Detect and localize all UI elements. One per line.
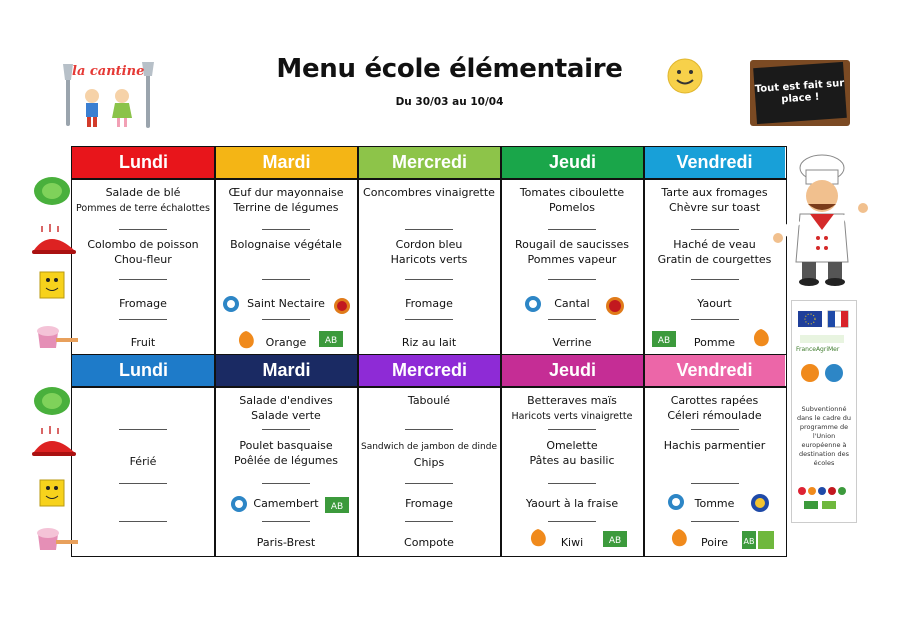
local-produce-icon xyxy=(527,527,549,551)
fromage-line: Cantal xyxy=(554,297,590,310)
dessert-line: Orange xyxy=(265,336,307,349)
week-1-table xyxy=(71,146,787,355)
smiley-icon xyxy=(666,57,704,95)
header-jeudi: Jeudi xyxy=(501,355,644,386)
aop-label-icon xyxy=(333,297,351,319)
dessert-line: Verrine xyxy=(552,336,592,349)
entree-line: Salade d'endives Salade verte xyxy=(239,394,333,422)
cloche-dish-icon xyxy=(30,224,82,258)
header-vendredi: Vendredi xyxy=(644,147,785,178)
svg-text:AB: AB xyxy=(324,336,338,346)
header-lundi: Lundi xyxy=(72,147,215,178)
organic-ab-icon xyxy=(652,331,676,351)
local-produce-icon xyxy=(750,327,772,351)
franceagrimer-logo: FranceAgriMer xyxy=(796,346,840,353)
entree-line: Œuf dur mayonnaise Terrine de légumes xyxy=(228,186,344,214)
chalkboard-sign xyxy=(750,60,850,126)
local-farm-icon xyxy=(221,295,241,317)
dessert-line: Riz au lait xyxy=(401,336,457,349)
svg-text:AB: AB xyxy=(657,336,671,346)
plat-line: Hachis parmentier xyxy=(663,439,766,452)
eu-funding-panel xyxy=(791,300,857,523)
fromage-line: Camembert xyxy=(253,497,319,510)
dessert-icon xyxy=(30,320,82,354)
aop-label-icon xyxy=(605,296,625,320)
header-lundi: Lundi xyxy=(72,355,215,386)
plat-line: Férié xyxy=(129,455,157,468)
local-produce-icon xyxy=(235,329,257,353)
fromage-line: Yaourt à la fraise xyxy=(525,497,619,510)
header-mercredi: Mercredi xyxy=(358,147,501,178)
day-column xyxy=(644,387,785,556)
header-mardi: Mardi xyxy=(215,147,358,178)
igp-label-icon xyxy=(750,493,770,517)
dessert-line: Poire xyxy=(700,536,729,549)
dessert-line: Pomme xyxy=(693,336,736,349)
day-column xyxy=(644,179,785,354)
plat-line: Poulet basquaise Poêlée de légumes xyxy=(233,439,339,467)
dessert-line: Compote xyxy=(404,536,454,549)
logo-text: la cantine xyxy=(72,64,145,79)
fromage-line: Fromage xyxy=(405,497,453,510)
chalkboard-text: Tout est fait sur place ! xyxy=(753,62,847,124)
fromage-line: Saint Nectaire xyxy=(247,297,325,310)
local-farm-icon xyxy=(523,295,543,317)
svg-text:AB: AB xyxy=(330,502,344,512)
plat-line: Rougail de saucisses Pommes vapeur xyxy=(515,238,629,266)
eu-funding-text: Subventionné dans le cadre du programme de l'Union européenne à destination des écoles xyxy=(796,405,852,467)
entree-line: Taboulé xyxy=(407,394,451,407)
header-vendredi: Vendredi xyxy=(644,355,785,386)
fromage-line: Fromage xyxy=(119,297,167,310)
plat-line: Sandwich de jambon de dinde Chips xyxy=(361,442,497,469)
day-column xyxy=(72,387,214,556)
fromage-line: Yaourt xyxy=(697,297,732,310)
cheese-icon xyxy=(30,266,82,300)
local-produce-icon xyxy=(668,527,690,551)
entree-line: Salade de blé Pommes de terre échalottes xyxy=(76,186,210,214)
header-jeudi: Jeudi xyxy=(501,147,644,178)
cloche-dish-icon xyxy=(30,426,82,460)
header-mardi: Mardi xyxy=(215,355,358,386)
organic-ab-icon xyxy=(742,531,774,553)
cheese-icon xyxy=(30,474,82,508)
fromage-line: Fromage xyxy=(405,297,453,310)
day-column xyxy=(501,179,643,354)
day-column xyxy=(501,387,643,556)
week-2-table xyxy=(71,355,787,557)
chef-illustration xyxy=(770,150,870,290)
entree-line: Tomates ciboulette Pomelos xyxy=(519,186,625,214)
plat-line: Bolognaise végétale xyxy=(230,238,342,251)
svg-text:AB: AB xyxy=(743,537,755,546)
dessert-icon xyxy=(30,522,82,556)
plat-line: Cordon bleu Haricots verts xyxy=(390,238,468,266)
organic-ab-icon xyxy=(603,531,627,551)
entree-line: Carottes rapées Céleri rémoulade xyxy=(667,394,762,422)
salad-icon xyxy=(30,384,82,418)
entree-line: Tarte aux fromages Chèvre sur toast xyxy=(661,186,768,214)
page-title: Menu école élémentaire xyxy=(276,54,623,84)
day-column xyxy=(358,387,500,556)
local-farm-icon xyxy=(229,495,249,517)
local-farm-icon xyxy=(666,493,686,515)
date-range: Du 30/03 au 10/04 xyxy=(395,96,504,108)
organic-ab-icon xyxy=(319,331,343,351)
salad-icon xyxy=(30,174,82,208)
day-column xyxy=(72,179,214,354)
entree-line: Concombres vinaigrette xyxy=(363,186,495,199)
plat-line: Omelette Pâtes au basilic xyxy=(529,439,615,467)
plat-line: Haché de veau Gratin de courgettes xyxy=(657,238,772,266)
header-mercredi: Mercredi xyxy=(358,355,501,386)
dessert-line: Kiwi xyxy=(560,536,584,549)
day-column xyxy=(215,387,357,556)
dessert-line: Fruit xyxy=(130,336,156,349)
organic-ab-icon xyxy=(325,497,349,517)
day-column xyxy=(358,179,500,354)
entree-line: Betteraves maïs Haricots verts vinaigrette xyxy=(511,394,633,422)
plat-line: Colombo de poisson Chou-fleur xyxy=(87,238,199,266)
svg-text:AB: AB xyxy=(608,536,622,546)
fromage-line: Tomme xyxy=(694,497,735,510)
dessert-line: Paris-Brest xyxy=(256,536,316,549)
day-column xyxy=(215,179,357,354)
